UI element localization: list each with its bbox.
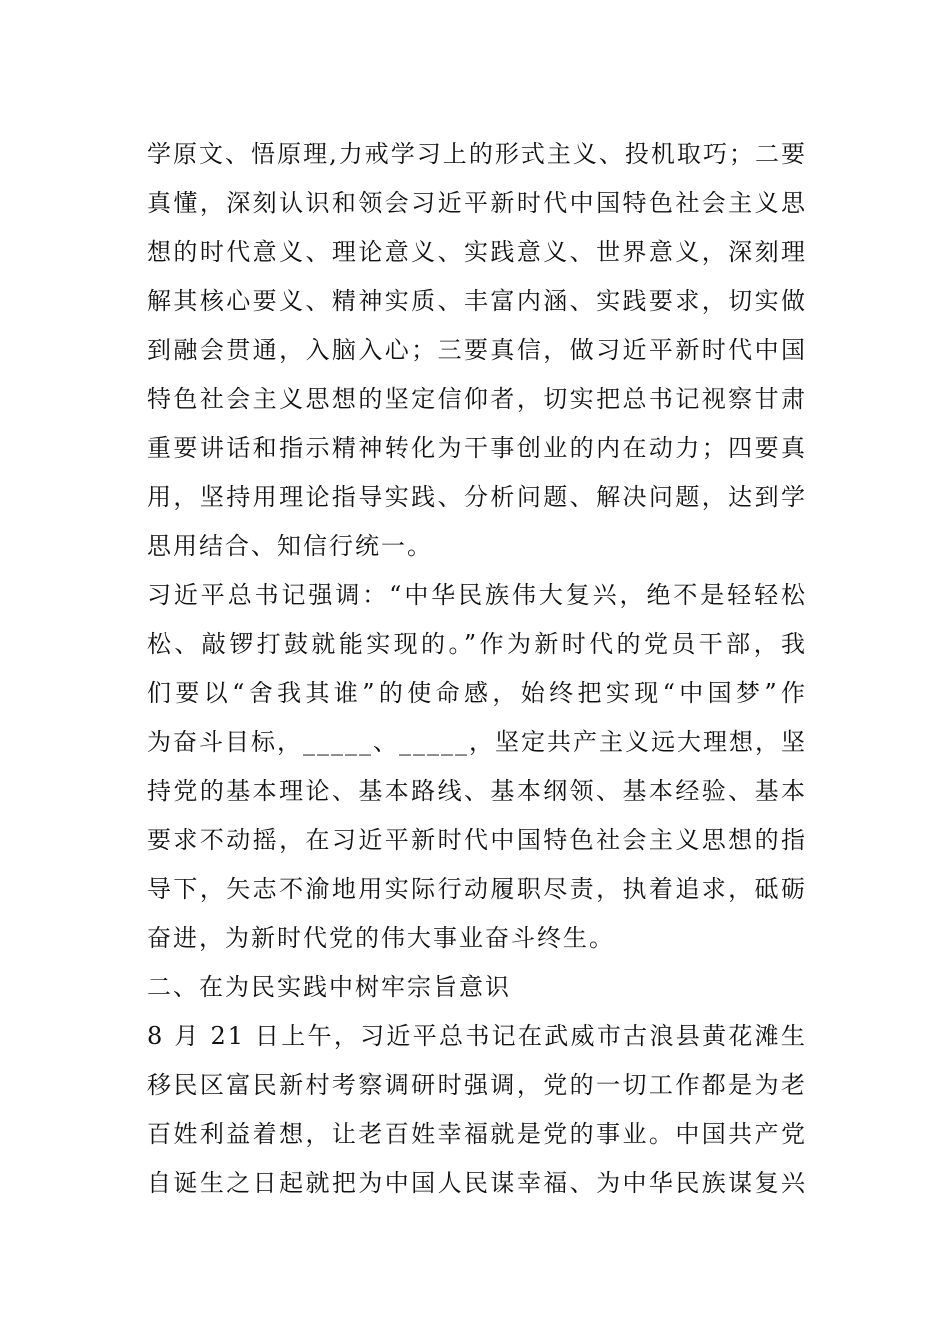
text-line: 二、在为民实践中树牢宗旨意识: [147, 973, 511, 1001]
text-line: 要求不动摇，在习近平新时代中国特色社会主义思想的指: [147, 826, 807, 854]
text-line: 到融会贯通，入脑入心；三要真信，做习近平新时代中国: [147, 336, 807, 364]
body-text: [147, 130, 807, 1208]
text-line: 持党的基本理论、基本路线、基本纲领、基本经验、基本: [147, 777, 807, 805]
text-line: 为奋斗目标，_____、_____，坚定共产主义远大理想，坚: [147, 728, 807, 756]
text-line: 奋进，为新时代党的伟大事业奋斗终生。: [147, 924, 615, 952]
text-line: 自诞生之日起就把为中国人民谋幸福、为中华民族谋复兴: [147, 1169, 807, 1197]
text-line: 重要讲话和指示精神转化为干事创业的内在动力；四要真: [147, 434, 807, 462]
text-line: 用，坚持用理论指导实践、分析问题、解决问题，达到学: [147, 483, 807, 511]
text-line: 学原文、悟原理,力戒学习上的形式主义、投机取巧；二要: [147, 140, 807, 168]
text-line: 百姓利益着想，让老百姓幸福就是党的事业。中国共产党: [147, 1120, 807, 1148]
text-line: 思用结合、知信行统一。: [147, 532, 433, 560]
text-line: 导下，矢志不渝地用实际行动履职尽责，执着追求，砥砺: [147, 875, 807, 903]
text-line: 真懂，深刻认识和领会习近平新时代中国特色社会主义思: [147, 189, 807, 217]
text-line: 特色社会主义思想的坚定信仰者，切实把总书记视察甘肃: [147, 385, 807, 413]
text-line: 们要以“舍我其谁”的使命感，始终把实现“中国梦”作: [147, 679, 807, 707]
text-line: 解其核心要义、精神实质、丰富内涵、实践要求，切实做: [147, 287, 807, 315]
text-line: 松、敲锣打鼓就能实现的。”作为新时代的党员干部，我: [147, 630, 807, 658]
text-line: 想的时代意义、理论意义、实践意义、世界意义，深刻理: [147, 238, 807, 266]
text-line: 8 月 21 日上午，习近平总书记在武威市古浪县黄花滩生: [147, 1022, 807, 1050]
text-line: 移民区富民新村考察调研时强调，党的一切工作都是为老: [147, 1071, 807, 1099]
text-line: 习近平总书记强调：“中华民族伟大复兴，绝不是轻轻松: [147, 581, 807, 609]
